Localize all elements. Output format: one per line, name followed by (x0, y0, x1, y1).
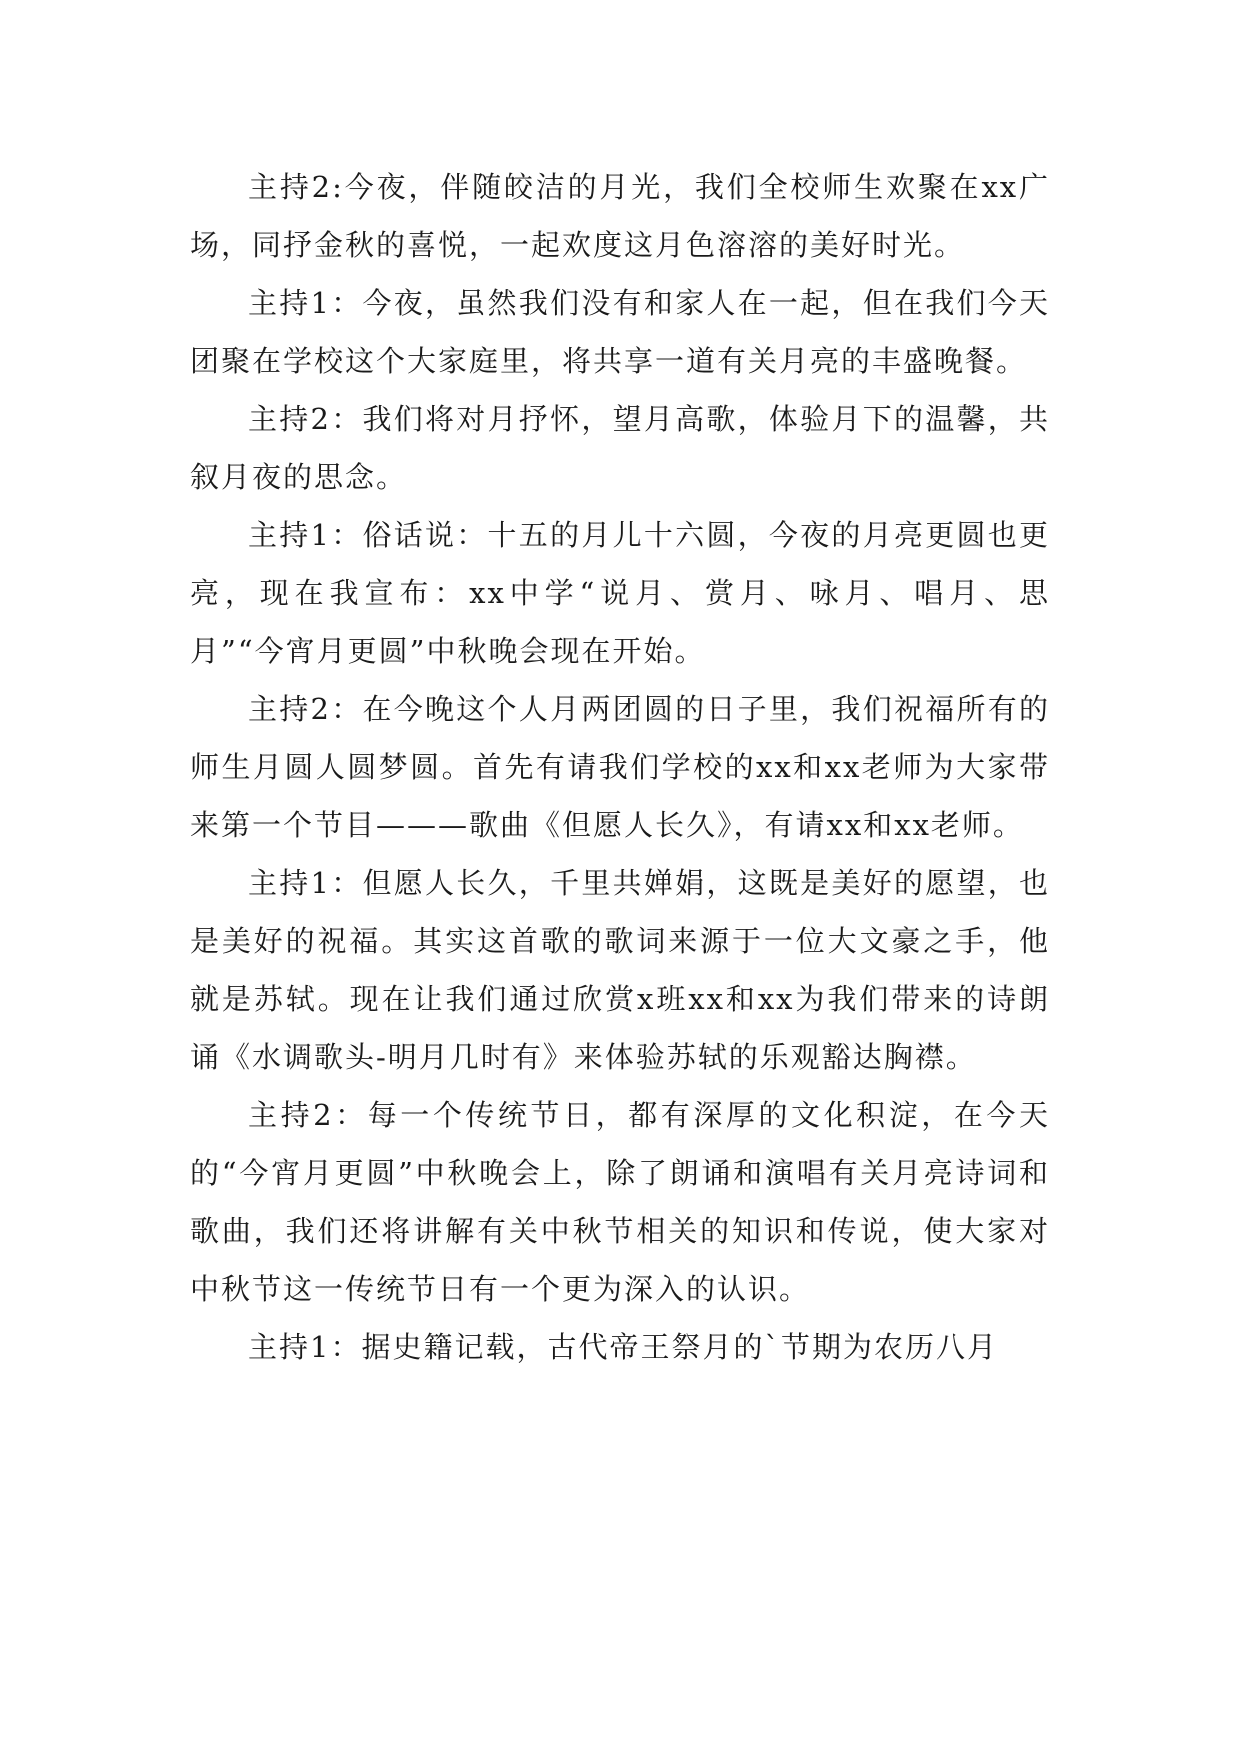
paragraph-host2-tradition: 主持2：每一个传统节日，都有深厚的文化积淀，在今天的“今宵月更圆”中秋晚会上，除了朗诵和演唱有关月亮诗词和歌曲，我们还将讲解有关中秋节相关的知识和传说，使大家对中秋节这一传统节日有一个更为深入的认识。 (190, 1098, 1050, 1306)
paragraph-host1-family: 主持1：今夜，虽然我们没有和家人在一起，但在我们今天团聚在学校这个大家庭里，将共享一道有关月亮的丰盛晚餐。 (190, 286, 1050, 378)
paragraph-host2-first-program: 主持2：在今晚这个人月两团圆的日子里，我们祝福所有的师生月圆人圆梦圆。首先有请我们学校的xx和xx老师为大家带来第一个节目———歌曲《但愿人长久》，有请xx和xx老师。 (190, 692, 1050, 842)
paragraph-host1-sushi: 主持1：但愿人长久，千里共婵娟，这既是美好的愿望，也是美好的祝福。其实这首歌的歌词来源于一位大文豪之手，他就是苏轼。现在让我们通过欣赏x班xx和xx为我们带来的诗朗诵《水调歌头-明月几时有》来体验苏轼的乐观豁达胸襟。 (190, 866, 1050, 1074)
document-body (190, 158, 1050, 1376)
paragraph-host2-moon: 主持2：我们将对月抒怀，望月高歌，体验月下的温馨，共叙月夜的思念。 (190, 402, 1050, 494)
paragraph-host1-history: 主持1：据史籍记载，古代帝王祭月的`节期为农历八月 (248, 1330, 998, 1364)
paragraph-host2-opening: 主持2:今夜，伴随皎洁的月光，我们全校师生欢聚在xx广场，同抒金秋的喜悦，一起欢度这月色溶溶的美好时光。 (190, 170, 1050, 262)
paragraph-host1-announce: 主持1：俗话说：十五的月儿十六圆，今夜的月亮更圆也更亮，现在我宣布：xx中学“说月、赏月、咏月、唱月、思月”“今宵月更圆”中秋晚会现在开始。 (190, 518, 1050, 668)
